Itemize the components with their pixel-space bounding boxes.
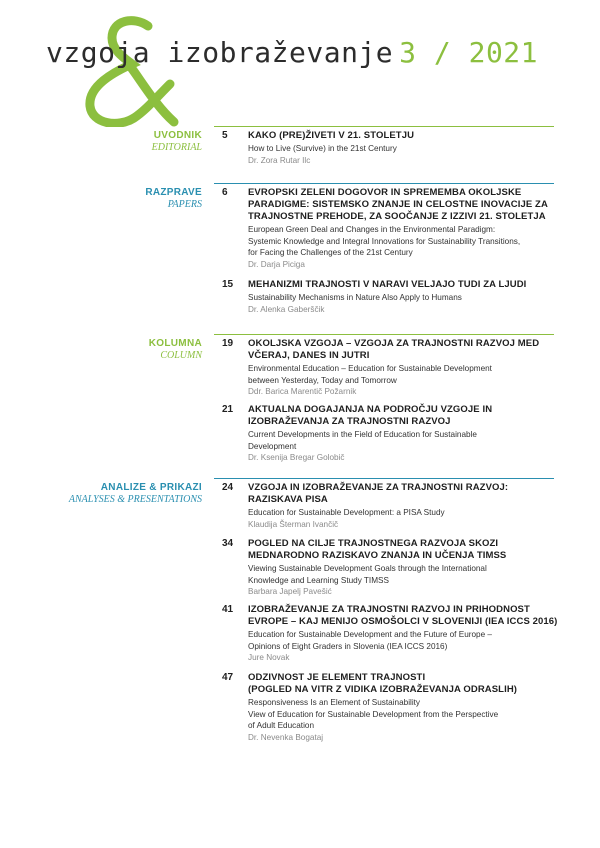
section-subtitle: PAPERS bbox=[167, 199, 202, 210]
section-label bbox=[145, 187, 202, 211]
entry-subtitle-line: Current Developments in the Field of Education for Sustainable bbox=[248, 430, 477, 439]
section-label bbox=[69, 482, 202, 506]
entry-title bbox=[248, 604, 558, 628]
entry-title-line: OKOLJSKA VZGOJA – VZGOJA ZA TRAJNOSTNI RAZVOJ MED bbox=[248, 338, 540, 349]
entry-subtitle-line: View of Education for Sustainable Development from the Perspective bbox=[248, 709, 499, 719]
section-subtitle: COLUMN bbox=[160, 350, 202, 361]
entry-title-line: EVROPE – KAJ MENIJO OSMOŠOLCI V SLOVENIJI (IEA ICCS 2016) bbox=[248, 616, 558, 627]
entry-author: Klaudija Šterman Ivančič bbox=[248, 519, 339, 529]
page-number: 5 bbox=[222, 130, 228, 141]
entry-title-line: KAKO (PRE)ŽIVETI V 21. STOLETJU bbox=[248, 130, 415, 141]
section-divider bbox=[214, 478, 554, 479]
entry-author: Dr. Zora Rutar Ilc bbox=[248, 155, 311, 165]
masthead bbox=[0, 0, 600, 125]
entry-subtitle bbox=[248, 143, 548, 155]
section-subtitle: EDITORIAL bbox=[151, 142, 202, 153]
entry-subtitle-line: between Yesterday, Today and Tomorrow bbox=[248, 375, 397, 385]
entry-title-line: VZGOJA IN IZOBRAŽEVANJE ZA TRAJNOSTNI RAZVOJ: bbox=[248, 482, 509, 493]
entry-title-line: PARADIGME: SISTEMSKO ZNANJE IN CELOSTNE INOVACIJE ZA bbox=[248, 199, 548, 210]
section-label bbox=[149, 338, 202, 362]
entry-title bbox=[248, 279, 548, 291]
entry-title-line: TRAJNOSTNE PREHODE, ZA SOOČANJE Z IZZIVI 21. STOLETJA bbox=[248, 211, 546, 222]
entry-subtitle-line: European Green Deal and Changes in the Environmental Paradigm: bbox=[248, 225, 496, 234]
entry-title-line: ODZIVNOST JE ELEMENT TRAJNOSTI bbox=[248, 672, 426, 683]
journal-title bbox=[46, 36, 538, 69]
entry-author: Dr. Nevenka Bogataj bbox=[248, 732, 324, 742]
page-number: 41 bbox=[222, 604, 234, 615]
entry-subtitle bbox=[248, 697, 548, 732]
entry-title-line: IZOBRAŽEVANJA ZA TRAJNOSTNI RAZVOJ bbox=[248, 416, 451, 427]
page-number: 15 bbox=[222, 279, 234, 290]
section-title: UVODNIK bbox=[153, 130, 202, 141]
entry-subtitle-line: Responsiveness Is an Element of Sustainability bbox=[248, 698, 421, 707]
entry-title-line: RAZISKAVA PISA bbox=[248, 494, 328, 505]
entry-subtitle-line: Environmental Education – Education for Sustainable Development bbox=[248, 364, 492, 373]
entry-subtitle-line: of Adult Education bbox=[248, 721, 315, 730]
entry-title-line: AKTUALNA DOGAJANJA NA PODROČJU VZGOJE IN bbox=[248, 404, 493, 415]
entry-subtitle-line: Opinions of Eight Graders in Slovenia (IEA ICCS 2016) bbox=[248, 641, 448, 651]
entry-title bbox=[248, 404, 548, 428]
section-divider bbox=[214, 334, 554, 335]
page-number: 21 bbox=[222, 404, 234, 415]
entry-subtitle bbox=[248, 563, 548, 586]
entry-title-line: POGLED NA CILJE TRAJNOSTNEGA RAZVOJA SKOZI bbox=[248, 538, 499, 549]
section-divider bbox=[214, 183, 554, 184]
entry-author: Barbara Japelj Pavešić bbox=[248, 587, 332, 596]
entry-title bbox=[248, 187, 548, 223]
entry-author: Dr. Alenka Gaberščik bbox=[248, 304, 325, 314]
entry-subtitle bbox=[248, 507, 548, 519]
entry-subtitle bbox=[248, 429, 548, 452]
entry-subtitle bbox=[248, 224, 548, 259]
page-number: 24 bbox=[222, 482, 234, 493]
entry-title bbox=[248, 538, 548, 562]
section-title: ANALIZE & PRIKAZI bbox=[100, 482, 202, 493]
section-title: KOLUMNA bbox=[148, 338, 202, 349]
entry-subtitle-line: How to Live (Survive) in the 21st Century bbox=[248, 144, 397, 153]
entry-subtitle-line: Development bbox=[248, 441, 297, 451]
journal-name: vzgoja izobraževanje bbox=[46, 36, 394, 69]
entry-subtitle bbox=[248, 292, 548, 304]
section-title: RAZPRAVE bbox=[145, 187, 202, 198]
page-number: 47 bbox=[222, 672, 234, 683]
entry-subtitle-line: Education for Sustainable Development: a PISA Study bbox=[248, 508, 445, 517]
entry-title-line: EVROPSKI ZELENI DOGOVOR IN SPREMEMBA OKOLJSKE bbox=[248, 187, 522, 198]
entry-title bbox=[248, 130, 548, 142]
entry-subtitle-line: Viewing Sustainable Development Goals through the International bbox=[248, 564, 487, 573]
entry-author: Ddr. Barica Marentič Požarnik bbox=[248, 387, 357, 396]
entry-subtitle-line: for Facing the Challenges of the 21st Century bbox=[248, 248, 413, 257]
entry-author: Jure Novak bbox=[248, 653, 290, 662]
entry-subtitle-line: Systemic Knowledge and Integral Innovations for Sustainability Transitions, bbox=[248, 236, 521, 246]
section-subtitle: ANALYSES & PRESENTATIONS bbox=[68, 494, 202, 505]
issue-number: 3 / 2021 bbox=[399, 36, 539, 69]
entry-author: Dr. Darja Piciga bbox=[248, 259, 305, 269]
entry-subtitle bbox=[248, 629, 548, 652]
page-number: 34 bbox=[222, 538, 234, 549]
entry-author: Dr. Ksenija Bregar Golobič bbox=[248, 453, 345, 462]
section-divider bbox=[214, 126, 554, 127]
entry-title bbox=[248, 482, 548, 506]
section-label bbox=[152, 130, 202, 154]
entry-title-line: (POGLED NA VITR Z VIDIKA IZOBRAŽEVANJA ODRASLIH) bbox=[248, 684, 518, 695]
entry-title-line: MEHANIZMI TRAJNOSTI V NARAVI VELJAJO TUDI ZA LJUDI bbox=[248, 279, 527, 290]
page-number: 19 bbox=[222, 338, 234, 349]
entry-subtitle-line: Sustainability Mechanisms in Nature Also Apply to Humans bbox=[248, 293, 462, 302]
entry-subtitle bbox=[248, 363, 548, 386]
entry-title-line: MEDNARODNO RAZISKAVO ZNANJA IN UČENJA TIMSS bbox=[248, 550, 507, 561]
entry-subtitle-line: Education for Sustainable Development and the Future of Europe – bbox=[248, 630, 492, 639]
entry-title-line: IZOBRAŽEVANJE ZA TRAJNOSTNI RAZVOJ IN PRIHODNOST bbox=[248, 604, 530, 615]
entry-title-line: VČERAJ, DANES IN JUTRI bbox=[248, 350, 370, 361]
entry-subtitle-line: Knowledge and Learning Study TIMSS bbox=[248, 575, 389, 585]
entry-title bbox=[248, 672, 548, 696]
page-number: 6 bbox=[222, 187, 228, 198]
entry-title bbox=[248, 338, 548, 362]
ampersand-logo bbox=[70, 12, 180, 127]
